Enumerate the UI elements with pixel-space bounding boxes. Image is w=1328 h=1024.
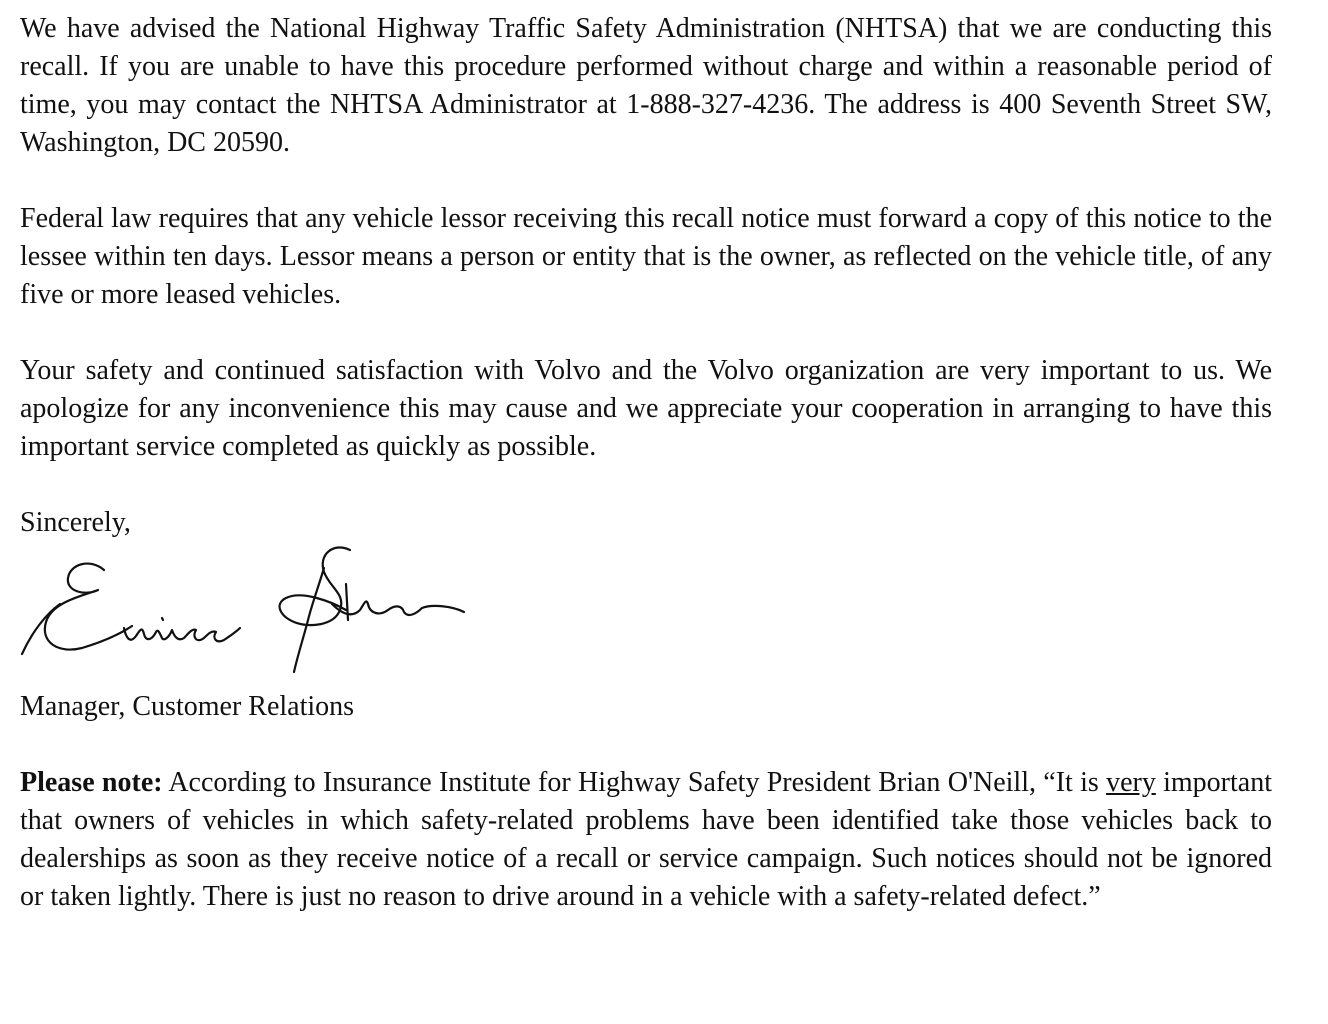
paragraph-satisfaction: Your safety and continued satisfaction with Volvo and the Volvo organization are very important to us. We apologize for any inconvenience this may cause and we appreciate your cooperation in arranging to have this important service completed as quickly as possible. [20,355,1272,462]
letter-body [20,10,1272,916]
paragraph-nhtsa: We have advised the National Highway Traffic Safety Administration (NHTSA) that we are conducting this recall. If you are unable to have this procedure performed without charge and within a reasonable period of time, you may contact the NHTSA Administrator at 1-888-327-4236. The address is 400 Seventh Street SW, Washington, DC 20590. [20,13,1272,158]
closing: Sincerely, [20,507,131,538]
please-note-label: Please note: [20,767,163,798]
paragraph-lessor: Federal law requires that any vehicle lessor receiving this recall notice must forward a copy of this notice to the lessee within ten days. Lessor means a person or entity that is the owner, as reflected on the vehicle title, of any five or more leased vehicles. [20,203,1272,310]
please-note-paragraph [20,764,1272,916]
paragraph-spacer [20,162,1272,200]
signature-image [12,544,482,690]
paragraph-spacer [20,314,1272,352]
please-note-emphasis: very [1106,767,1156,798]
signature [20,542,1272,688]
please-note-text-start: According to Insurance Institute for Highway Safety President Brian O'Neill, “It is [162,767,1107,798]
please-note-text-end: important that owners of vehicles in which safety-related problems have been identified take those vehicles back to dealerships as soon as they receive notice of a recall or service campaign. Such notices should not be ignored or taken lightly. There is just no reason to drive around in a vehicle with a safety-related defect.” [20,767,1272,912]
signer-title: Manager, Customer Relations [20,691,355,722]
paragraph-spacer [20,726,1272,764]
paragraph-spacer [20,466,1272,504]
